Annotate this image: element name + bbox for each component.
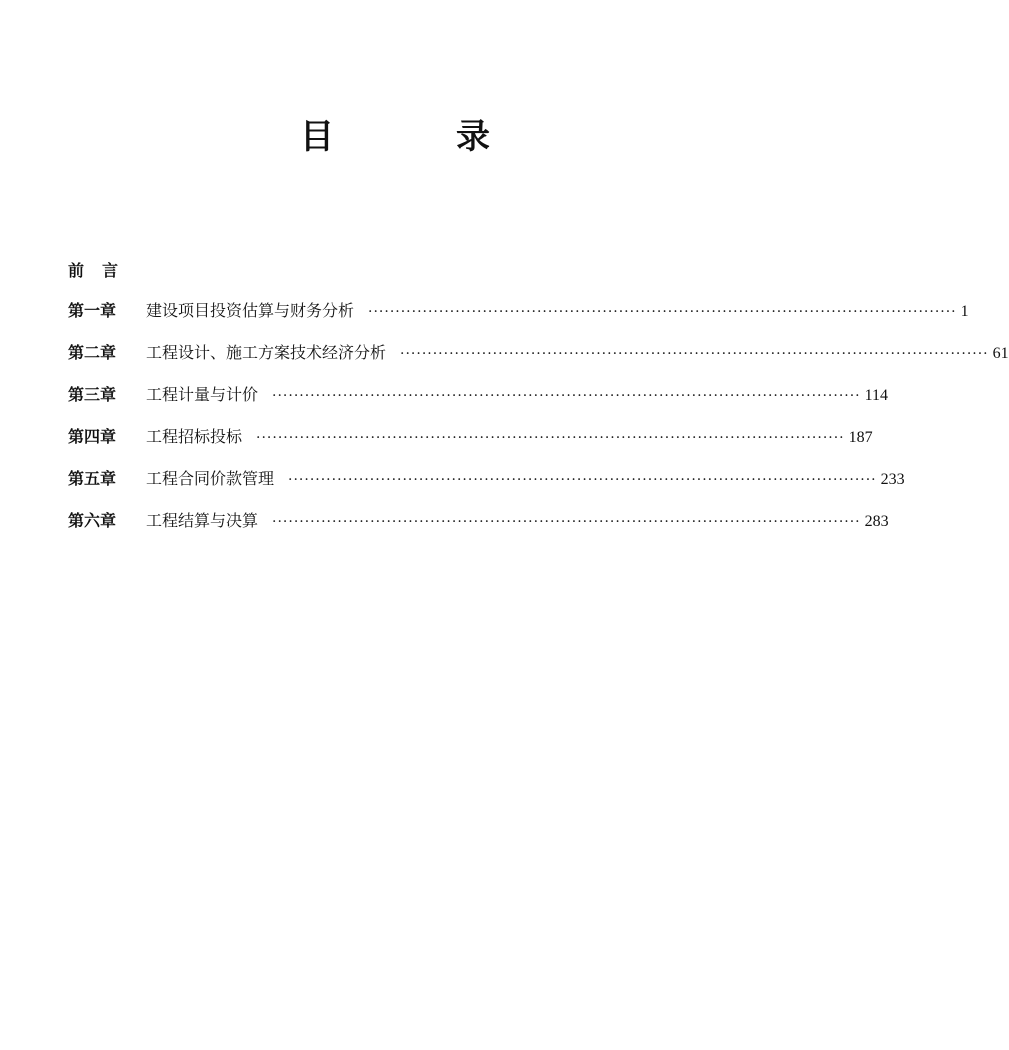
- toc-chapter-title: 工程招标投标: [146, 427, 243, 446]
- toc-chapter-title: 工程设计、施工方案技术经济分析: [146, 343, 387, 362]
- toc-dot-leader: ············································································································: [272, 514, 861, 530]
- toc-dot-leader: ············································································································: [256, 430, 845, 446]
- toc-chapter-label: 第三章: [68, 385, 117, 404]
- toc-page-number: 1: [960, 303, 969, 320]
- toc-preface-link[interactable]: 前言: [68, 261, 137, 280]
- toc-chapter-title: 工程合同价款管理: [146, 469, 275, 488]
- toc-dot-leader: ············································································································: [272, 388, 861, 404]
- toc-page-number: 114: [864, 387, 889, 404]
- toc-dot-leader: ············································································································: [288, 472, 877, 488]
- toc-chapter-label: 第一章: [68, 301, 117, 320]
- toc-dot-leader: ············································································································: [400, 346, 989, 362]
- toc-entry-chapter-2[interactable]: [68, 342, 1009, 384]
- toc-chapter-title: 建设项目投资估算与财务分析: [146, 301, 355, 320]
- page-title: 目 录: [300, 117, 534, 157]
- toc-chapter-label: 第六章: [68, 511, 117, 530]
- toc-chapter-title: 工程计量与计价: [146, 385, 259, 404]
- toc-page-number: 283: [864, 513, 889, 530]
- toc-page-number: 61: [992, 345, 1009, 362]
- toc-entry-chapter-4[interactable]: [68, 426, 873, 468]
- toc-entry-chapter-3[interactable]: [68, 384, 889, 426]
- toc-page-number: 233: [880, 471, 905, 488]
- toc-chapter-label: 第四章: [68, 427, 117, 446]
- toc-chapter-title: 工程结算与决算: [146, 511, 259, 530]
- toc-entry-chapter-5[interactable]: [68, 468, 905, 510]
- toc-chapter-label: 第五章: [68, 469, 117, 488]
- toc-entry-chapter-1[interactable]: [68, 300, 969, 342]
- toc-dot-leader: ············································································································: [368, 304, 957, 320]
- toc-entry-chapter-6[interactable]: [68, 510, 889, 552]
- table-of-contents: [68, 300, 1009, 552]
- toc-chapter-label: 第二章: [68, 343, 117, 362]
- toc-page-number: 187: [848, 429, 873, 446]
